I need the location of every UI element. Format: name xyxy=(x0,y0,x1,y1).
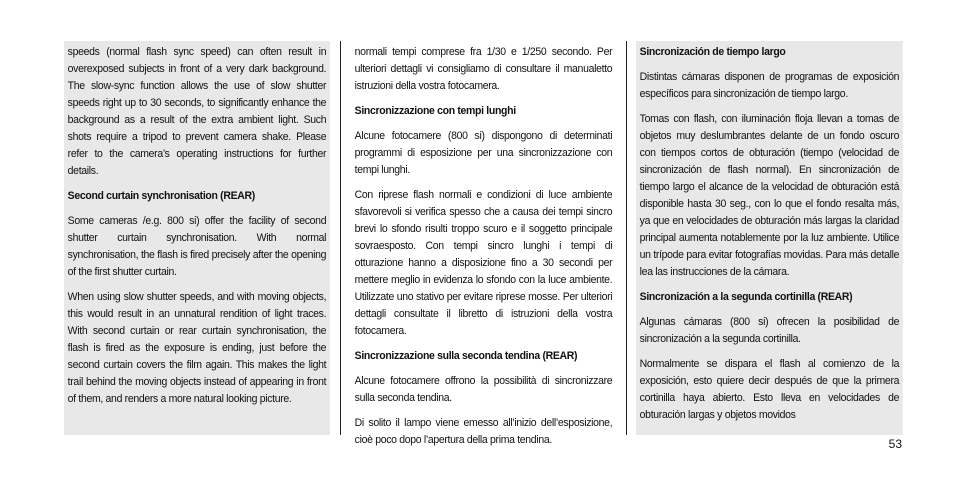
spanish-column xyxy=(636,41,903,435)
spanish-heading-rear-sync: Sincronización a la segunda cortinilla (REAR) xyxy=(639,291,853,303)
spanish-paragraph-4: Normalmente se dispara el flash al comienzo de la exposición, esto quiere decir después de que la primera cortinilla haya abierto. Esto lleva en velocidades de obturación largas y objetos movidos xyxy=(639,358,900,421)
english-paragraph-3: When using slow shutter speeds, and with moving objects, this would result in an unnatural rendition of light traces. With second curtain or rear curtain synchronisation, the flash is fired as the exposure is ending, just before the second curtain covers the film again. This makes the light trail behind the moving objects instead of appearing in front of them, and renders a more natural looking picture. xyxy=(67,291,327,405)
italian-paragraph-3: Con riprese flash normali e condizioni di luce ambiente sfavorevoli si verifica spesso che a causa dei tempi sincro brevi lo sfondo risulti troppo scuro e il soggetto principale sovraesposto. Con tempi sincro lunghi i tempi di otturazione hanno a disposizione fino a 30 secondi per mettere meglio in evidenza lo sfondo con la luce ambiente. Utilizzate uno stativo per evitare riprese mosse. Per ulteriori dettagli consultate il libretto di istruzioni della vostra fotocamera. xyxy=(354,189,613,337)
spanish-paragraph-1: Distintas cámaras disponen de programas de exposición específicos para sincronización de tiempo largo. xyxy=(639,71,900,100)
column-divider-left xyxy=(340,41,341,435)
column-divider-right xyxy=(626,41,627,435)
english-heading-rear-sync: Second curtain synchronisation (REAR) xyxy=(67,190,255,202)
italian-paragraph-1: normali tempi comprese fra 1/30 e 1/250 secondo. Per ulteriori dettagli vi consigliamo di consultare il manualetto istruzioni della vostra fotocamera. xyxy=(354,46,613,92)
italian-paragraph-5: Di solito il lampo viene emesso all’inizio dell’esposizione, cioè poco dopo l’apertura della prima tendina. xyxy=(354,417,613,446)
page-number: 53 xyxy=(888,437,902,451)
english-paragraph-2: Some cameras /e.g. 800 si) offer the facility of second shutter curtain synchronisation. With normal synchronisation, the flash is fired precisely after the opening of the first shutter curtain. xyxy=(67,215,327,278)
italian-heading-rear-sync: Sincronizzazione sulla seconda tendina (REAR) xyxy=(354,350,578,362)
spanish-paragraph-3: Algunas cámaras (800 si) ofrecen la posibilidad de sincronización a la segunda cortinilla. xyxy=(639,316,900,345)
italian-heading-slow-sync: Sincronizzazione con tempi lunghi xyxy=(354,105,516,117)
italian-column xyxy=(351,41,616,446)
spanish-paragraph-2: Tomas con flash, con iluminación floja llevan a tomas de objetos muy deslumbrantes delante de un fondo oscuro con tiempos cortos de obturación (tiempo (velocidad de sincronización de flash normal). En sincronización de tiempo largo el alcance de la velocidad de obturación está disponible hasta 30 seg., con lo que el fondo resalta más, ya que en velocidades de obturación más largas la claridad principal aumenta notablemente por la luz ambiente. Utilice un trípode para evitar fotografías movidas. Para más detalle lea las instrucciones de la cámara. xyxy=(639,113,900,278)
italian-paragraph-4: Alcune fotocamere offrono la possibilità di sincronizzare sulla seconda tendina. xyxy=(354,375,613,404)
italian-paragraph-2: Alcune fotocamere (800 si) dispongono di determinati programmi di esposizione per una sincronizzazione con tempi lunghi. xyxy=(354,130,613,176)
english-paragraph-1: speeds (normal flash sync speed) can often result in overexposed subjects in front of a very dark background. The slow-sync function allows the use of slow shutter speeds right up to 30 seconds, to significantly enhance the background as a result of the extra ambient light. Such shots require a tripod to prevent camera shake. Please refer to the camera’s operating instructions for further details. xyxy=(67,46,327,177)
spanish-heading-slow-sync: Sincronización de tiempo largo xyxy=(639,46,786,58)
english-column xyxy=(64,41,330,435)
